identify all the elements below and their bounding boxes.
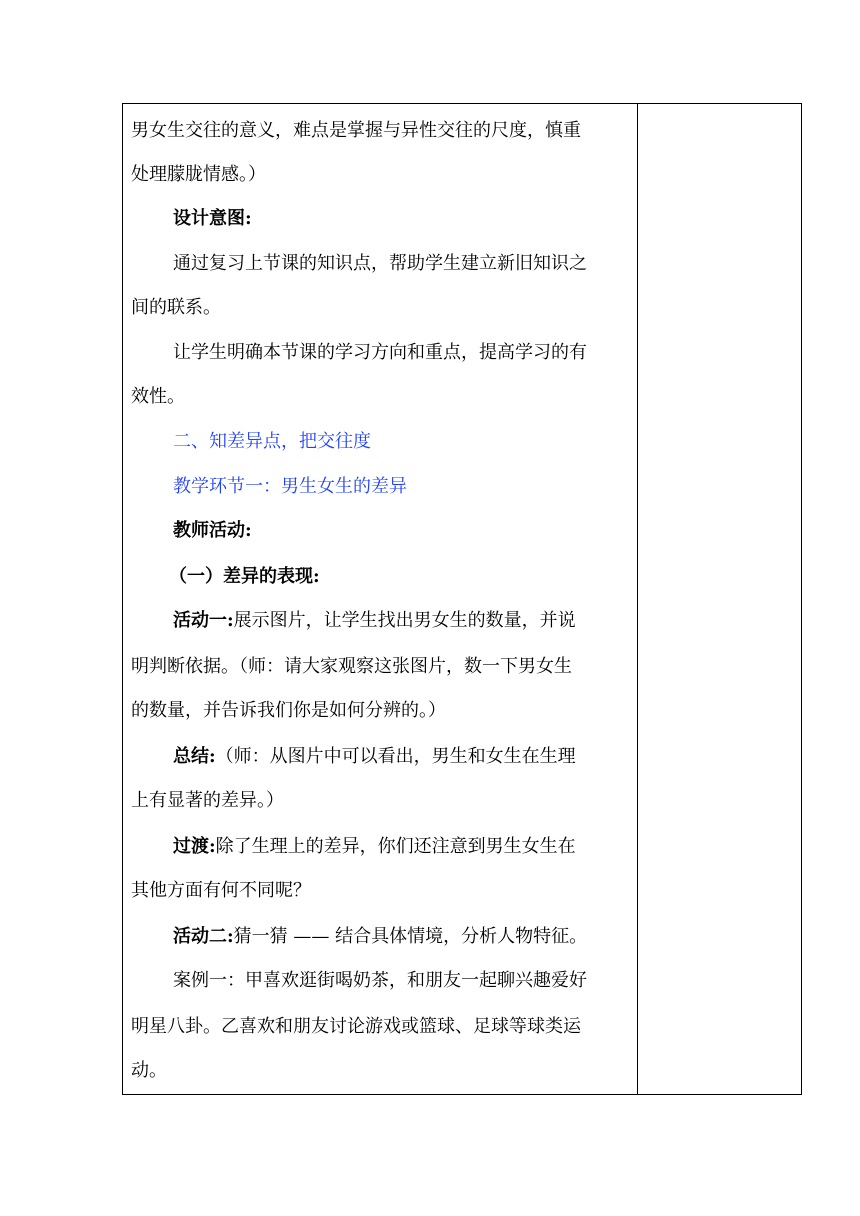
lesson-table xyxy=(122,103,802,1095)
text-line xyxy=(173,926,629,948)
text-line: 效性。 xyxy=(131,386,185,407)
text-line: 案例一：甲喜欢逛街喝奶茶，和朋友一起聊兴趣爱好 xyxy=(173,970,587,991)
transition-text: 除了生理上的差异，你们还注意到男生女生在 xyxy=(215,836,576,857)
teacher-activity-heading: 教师活动: xyxy=(173,520,252,541)
text-line: 上有显著的差异。） xyxy=(131,790,284,811)
text-line: 间的联系。 xyxy=(131,297,221,318)
text-line: 通过复习上节课的知识点，帮助学生建立新旧知识之 xyxy=(173,253,587,274)
text-line: 动。 xyxy=(131,1060,167,1081)
text-line: 处理朦胧情感。） xyxy=(131,164,266,185)
text-line: 明判断依据。（师：请大家观察这张图片，数一下男女生 xyxy=(131,656,572,677)
text-line: 男女生交往的意义，难点是掌握与异性交往的尺度，慎重 xyxy=(131,120,581,141)
activity-one-text: 展示图片，让学生找出男女生的数量，并说 xyxy=(233,610,576,631)
summary-label: 总结: xyxy=(173,746,216,767)
subsection-heading: 教学环节一：男生女生的差异 xyxy=(173,476,407,497)
activity-two-label: 活动二: xyxy=(173,926,234,947)
activity-one-label: 活动一: xyxy=(173,610,234,631)
text-line: 让学生明确本节课的学习方向和重点，提高学习的有 xyxy=(173,342,587,363)
text-line: 明星八卦。乙喜欢和朋友讨论游戏或篮球、足球等球类运 xyxy=(131,1016,581,1037)
design-intent-heading: 设计意图: xyxy=(173,208,252,229)
activity-two-text: 猜一猜 —— 结合具体情境，分析人物特征。 xyxy=(233,926,588,947)
summary-text: （师：从图片中可以看出，男生和女生在生理 xyxy=(215,746,576,767)
transition-label: 过渡: xyxy=(173,836,216,857)
section-heading: 二、知差异点，把交往度 xyxy=(173,431,371,452)
text-line: 的数量，并告诉我们你是如何分辨的。） xyxy=(131,700,446,721)
text-line xyxy=(173,610,629,632)
notes-cell xyxy=(638,104,801,1094)
text-line: 其他方面有何不同呢？ xyxy=(131,880,311,901)
text-line xyxy=(173,836,629,858)
difference-heading: （一）差异的表现: xyxy=(169,566,320,587)
text-line xyxy=(173,746,629,768)
content-cell xyxy=(123,104,637,1094)
